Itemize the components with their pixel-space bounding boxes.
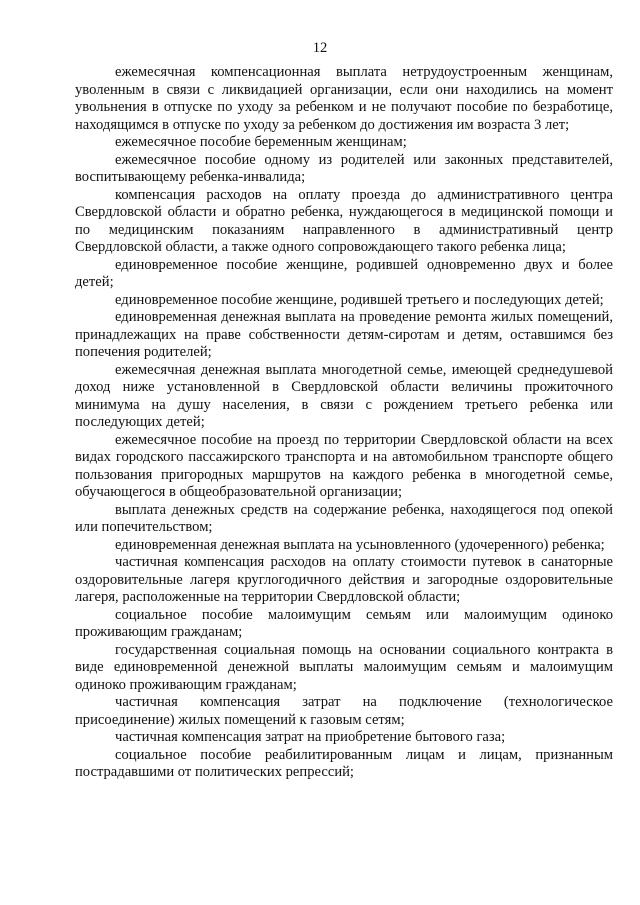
paragraph: ежемесячная компенсационная выплата нетрудоустроенным женщинам, уволенным в связи с ликвидацией организации, если они находились на момент увольнения в отпуске по уходу за ребенком и не получают пособие по безработице, находящимся в отпуске по уходу за ребенком до достижения им возраста 3 лет; — [75, 64, 613, 133]
paragraph: единовременное пособие женщине, родившей одновременно двух и более детей; — [75, 256, 613, 290]
paragraph: единовременное пособие женщине, родившей третьего и последующих детей; — [115, 291, 604, 308]
paragraph: ежемесячное пособие на проезд по территории Свердловской области на всех видах городского пассажирского транспорта и на автомобильном транспорте общего пользования пригородных маршрутов на каждого ребенка в многодетной семье, обучающегося в общеобразовательной организации; — [75, 431, 613, 500]
page-number: 12 — [312, 40, 328, 56]
paragraph: ежемесячное пособие беременным женщинам; — [115, 134, 407, 150]
paragraph: выплата денежных средств на содержание ребенка, находящегося под опекой или попечительством; — [75, 501, 613, 535]
paragraph: компенсация расходов на оплату проезда до административного центра Свердловской области и обратно ребенка, нуждающегося в медицинской помощи и по медицинским показаниям направленного в административный центр Свердловской области, а также одного сопровождающего такого ребенка лица; — [75, 186, 613, 255]
paragraph: частичная компенсация затрат на подключение (технологическое присоединение) жилых помещений к газовым сетям; — [75, 694, 613, 728]
paragraph: социальное пособие реабилитированным лицам и лицам, признанным пострадавшими от политических репрессий; — [75, 746, 613, 780]
paragraph: социальное пособие малоимущим семьям или малоимущим одиноко проживающим гражданам; — [75, 606, 613, 640]
paragraph: единовременная денежная выплата на усыновленного (удочеренного) ребенка; — [115, 536, 605, 553]
paragraph: ежемесячная денежная выплата многодетной семье, имеющей среднедушевой доход ниже установленной в Свердловской области величины прожиточного минимума на душу населения, в связи с рождением третьего ребенка или последующих детей; — [75, 361, 613, 430]
paragraph: частичная компенсация расходов на оплату стоимости путевок в санаторные оздоровительные лагеря круглогодичного действия и загородные оздоровительные лагеря, расположенные на территории Свердловской области; — [75, 554, 613, 605]
paragraph: ежемесячное пособие одному из родителей или законных представителей, воспитывающему ребенка-инвалида; — [75, 151, 613, 185]
paragraph: единовременная денежная выплата на проведение ремонта жилых помещений, принадлежащих на праве собственности детям-сиротам и детям, оставшимся без попечения родителей; — [75, 309, 613, 360]
paragraph: государственная социальная помощь на основании социального контракта в виде единовременной денежной выплаты малоимущим семьям и малоимущим одиноко проживающим гражданам; — [75, 641, 613, 693]
paragraph: частичная компенсация затрат на приобретение бытового газа; — [115, 729, 506, 745]
document-body — [75, 64, 613, 782]
